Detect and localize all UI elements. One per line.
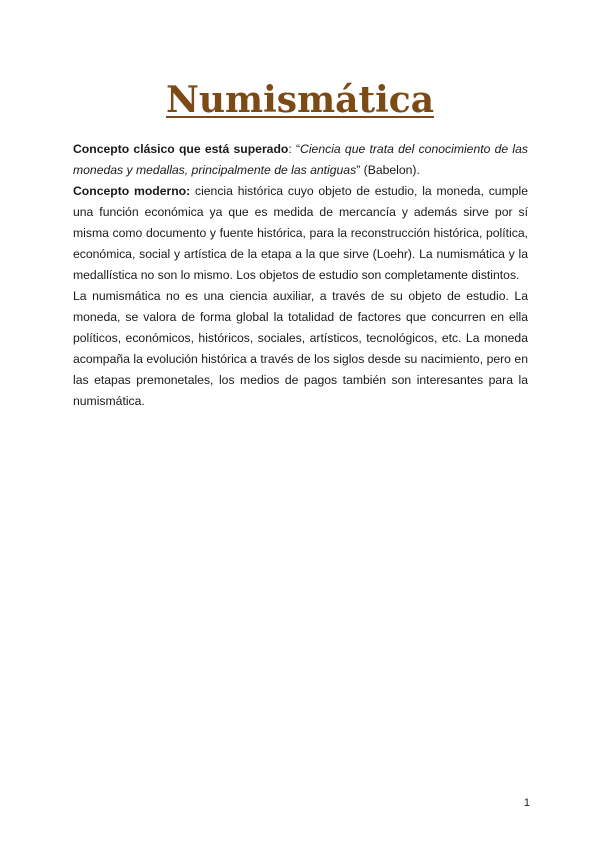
document-body (73, 139, 528, 412)
classic-concept-label: Concepto clásico que está superado (73, 142, 289, 156)
classic-concept-citation: ” (Babelon). (356, 163, 420, 177)
classic-concept-quote: Ciencia que trata del conocimiento de las monedas y medallas, principalmente de las antiguas (73, 142, 528, 177)
auxiliary-science-text: La numismática no es una ciencia auxiliar, a través de su objeto de estudio. La moneda, se valora de forma global la totalidad de factores que concurren en ella políticos, económicos, históricos, sociales, artísticos, tecnológicos, etc. La moneda acompaña la evolución histórica a través de los siglos desde su nacimiento, pero en las etapas premonetales, los medios de pagos también son interesantes para la numismática. (73, 289, 528, 408)
page-number: 1 (523, 797, 530, 809)
modern-concept-text: ciencia histórica cuyo objeto de estudio, la moneda, cumple una función económica ya que es medida de mercancía y además sirve por sí misma como documento y fuente histórica, para la reconstrucción histórica, política, económica, social y artística de la etapa a la que sirve (Loehr). La numismática y la medallística no son lo mismo. Los objetos de estudio son completamente distintos. (73, 184, 528, 282)
document-title (0, 76, 600, 124)
document-title-text: Numismática (165, 79, 435, 121)
modern-concept-label: Concepto moderno: (73, 184, 191, 198)
paragraph-auxiliary-science (73, 286, 528, 412)
paragraph-classic-concept (73, 139, 528, 181)
classic-concept-separator: : “ (288, 142, 301, 156)
paragraph-modern-concept (73, 181, 528, 286)
